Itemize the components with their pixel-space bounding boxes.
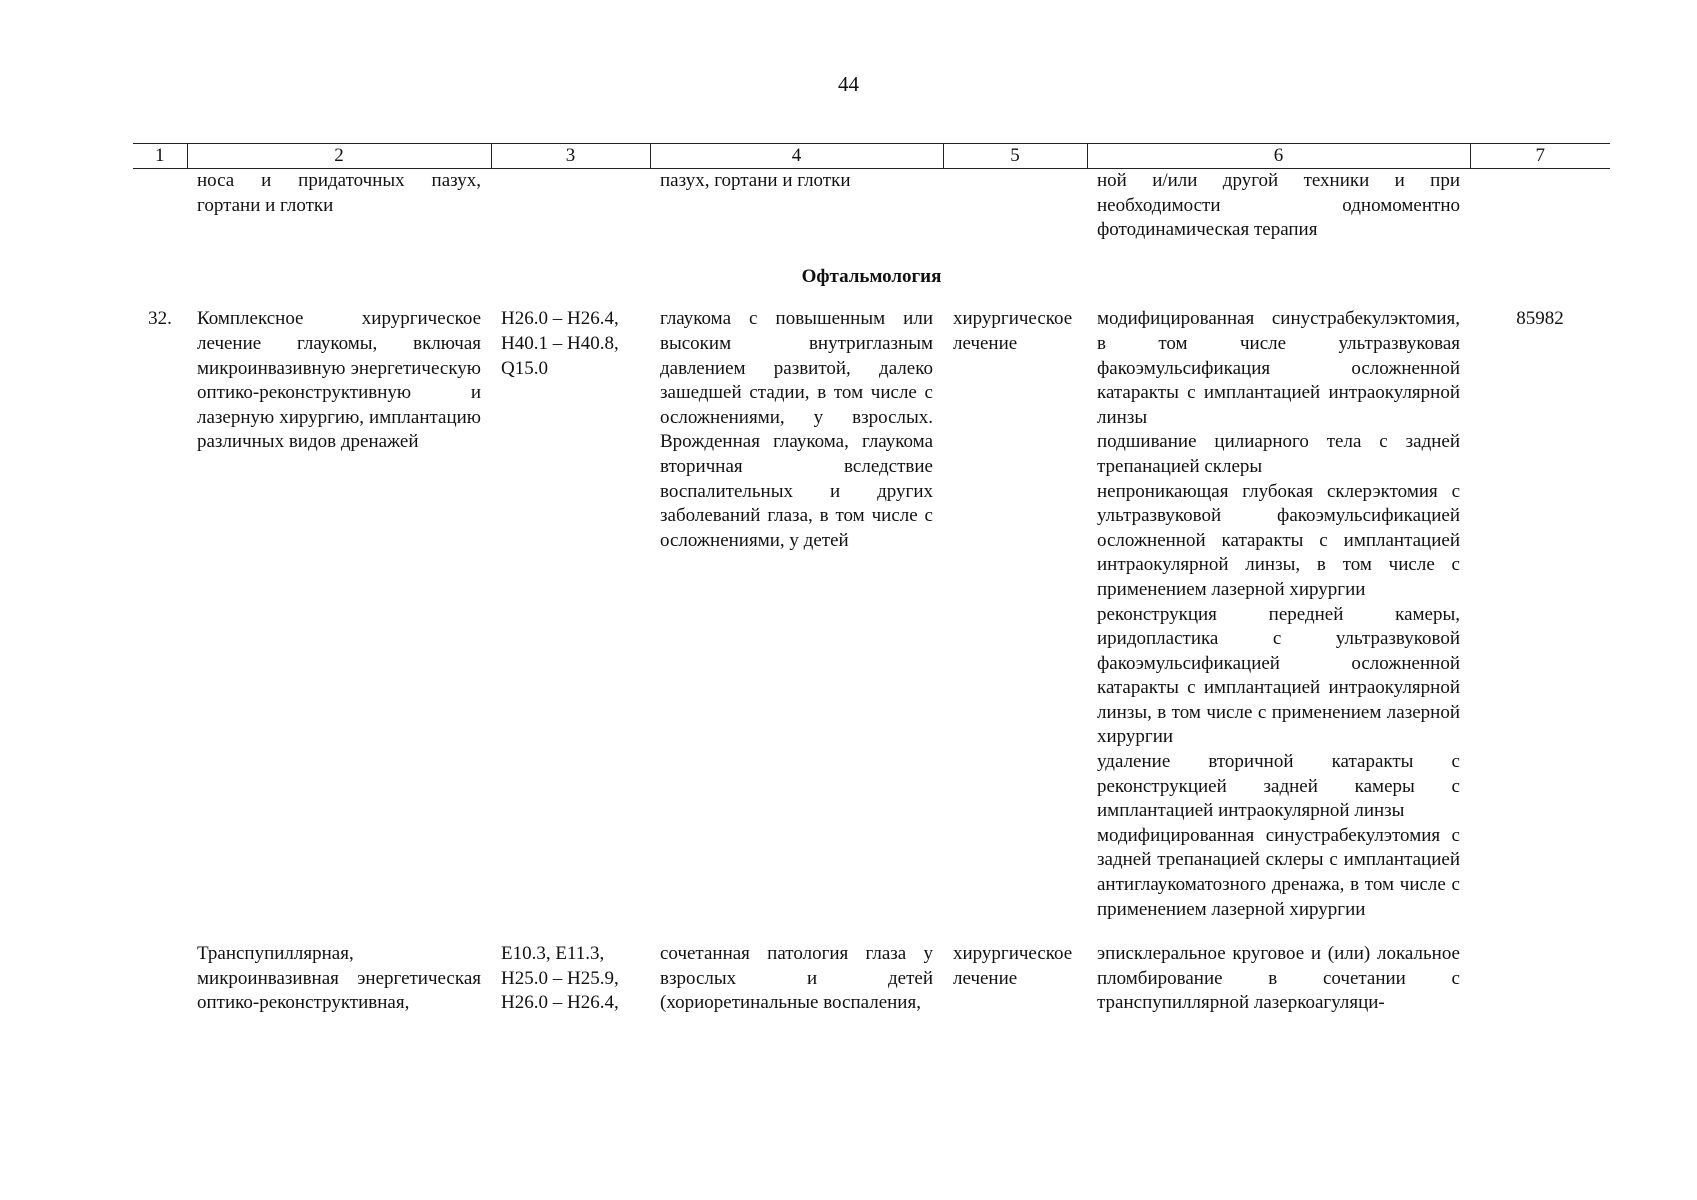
cell-methods [1087, 307, 1470, 928]
column-header-3: 3 [491, 144, 650, 169]
column-header-7: 7 [1470, 144, 1610, 169]
cell-treatment-type: хирургическое лечение [953, 943, 1073, 989]
method-item: удаление вторичной катаракты с реконструкцией задней камеры с имплантацией интраокулярной линзы [1097, 751, 1460, 822]
column-header-1: 1 [133, 144, 187, 169]
table-row [133, 307, 1610, 928]
cell-procedure-name: Комплексное хирургическое лечение глаукомы, включая микроинвазивную энергетическую оптико-реконструктивную и лазерную хирургию, имплантацию различных видов дренажей [197, 308, 481, 453]
column-header-5: 5 [943, 144, 1087, 169]
cell-continuation-methods: ной и/или другой техники и при необходимости одномоментно фотодинамическая терапия [1097, 170, 1460, 241]
cell-icd-codes: E10.3, E11.3, H25.0 – H25.9, H26.0 – H26.4, [501, 943, 619, 1014]
column-header-2: 2 [187, 144, 491, 169]
table-row-continuation [133, 169, 1610, 243]
column-header-6: 6 [1087, 144, 1470, 169]
cell-continuation-condition: пазух, гортани и глотки [660, 170, 851, 191]
cell-condition: глаукома с повышенным или высоким внутриглазным давлением развитой, далеко зашедшей стадии, в том числе с осложнениями, у взрослых. Врожденная глаукома, глаукома вторичная вследствие воспалительных и других заболеваний глаза, в том числе с осложнениями, у детей [660, 308, 933, 551]
table-header [133, 144, 1610, 169]
cell-procedure-name: Транспупиллярная, микроинвазивная энергетическая оптико-реконструктивная, [197, 943, 481, 1014]
cell-icd-codes: H26.0 – H26.4, H40.1 – H40.8, Q15.0 [501, 308, 619, 379]
method-item: модифицированная синустрабекулэктомия, в том числе ультразвуковая факоэмульсификация осложненной катаракты с имплантацией интраокулярной линзы [1097, 308, 1460, 428]
cell-cost: 85982 [1516, 308, 1564, 330]
table-row [133, 928, 1610, 1016]
cell-condition: сочетанная патология глаза у взрослых и детей (хориоретинальные воспаления, [660, 943, 933, 1014]
page-number: 44 [838, 72, 859, 96]
cell-treatment-type: хирургическое лечение [953, 308, 1073, 354]
procedures-table [133, 143, 1610, 1016]
cell-continuation-name: носа и придаточных пазух, гортани и глотки [197, 170, 481, 216]
column-header-4: 4 [650, 144, 943, 169]
method-item: непроникающая глубокая склерэктомия с ультразвуковой факоэмульсификацией осложненной катаракты с имплантацией интраокулярной линзы, в том числе с применением лазерной хирургии [1097, 480, 1460, 600]
section-row [133, 243, 1610, 308]
method-item: реконструкция передней камеры, иридопластика с ультразвуковой факоэмульсификацией осложненной катаракты с имплантацией интраокулярной линзы, в том числе с применением лазерной хирургии [1097, 603, 1460, 748]
method-item: модифицированная синустрабекулэтомия с задней трепанацией склеры с имплантацией антиглаукоматозного дренажа, в том числе с применением лазерной хирургии [1097, 824, 1460, 920]
section-title: Офтальмология [801, 265, 942, 287]
cell-methods: эписклеральное круговое и (или) локальное пломбирование в сочетании с транспупиллярной лазеркоагуляци- [1097, 943, 1460, 1014]
method-item: подшивание цилиарного тела с задней трепанацией склеры [1097, 431, 1460, 477]
cell-row-number: 32. [148, 308, 172, 330]
